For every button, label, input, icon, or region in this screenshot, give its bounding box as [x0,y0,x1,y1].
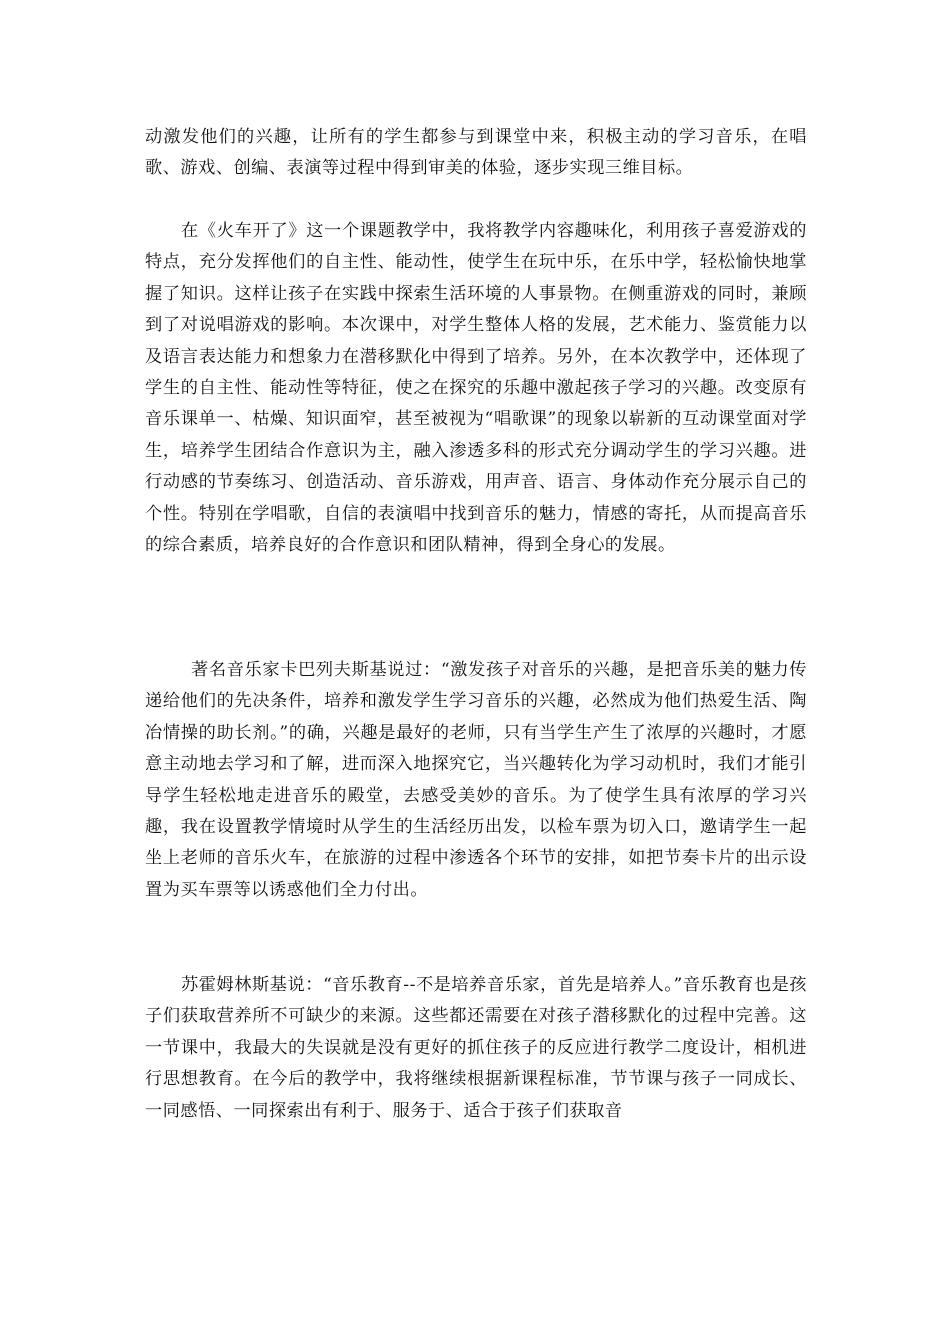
paragraph-3: 著名音乐家卡巴列夫斯基说过：“激发孩子对音乐的兴趣，是把音乐美的魅力传递给他们的先决条件，培养和激发学生学习音乐的兴趣，必然成为他们热爱生活、陶冶情操的助长剂。”的确，兴趣是最好的老师，只有当学生产生了浓厚的兴趣时，才愿意主动地去学习和了解，进而深入地探究它，当兴趣转化为学习动机时，我们才能引导学生轻松地走进音乐的殿堂，去感受美妙的音乐。为了使学生具有浓厚的学习兴趣，我在设置教学情境时从学生的生活经历出发，以检车票为切入口，邀请学生一起坐上老师的音乐火车，在旅游的过程中渗透各个环节的安排，如把节奏卡片的出示设置为买车票等以诱惑他们全力付出。 [145,660,807,900]
paragraph-4: 苏霍姆林斯基说：“音乐教育--不是培养音乐家，首先是培养人。”音乐教育也是孩子们获取营养所不可缺少的来源。这些都还需要在对孩子潜移默化的过程中完善。这一节课中，我最大的失误就是没有更好的抓住孩子的反应进行教学二度设计，相机进行思想教育。在今后的教学中，我将继续根据新课程标准，节节课与孩子一同成长、一同感悟、一同探索出有利于、服务于、适合于孩子们获取音 [145,975,807,1121]
paragraph-2: 在《火车开了》这一个课题教学中，我将教学内容趣味化，利用孩子喜爱游戏的特点，充分发挥他们的自主性、能动性，使学生在玩中乐，在乐中学，轻松愉快地掌握了知识。这样让孩子在实践中探索生活环境的人事景物。在侧重游戏的同时，兼顾到了对说唱游戏的影响。本次课中，对学生整体人格的发展，艺术能力、鉴赏能力以及语言表达能力和想象力在潜移默化中得到了培养。另外，在本次教学中，还体现了学生的自主性、能动性等特征，使之在探究的乐趣中激起孩子学习的兴趣。改变原有音乐课单一、枯燥、知识面窄，甚至被视为“唱歌课”的现象以崭新的互动课堂面对学生，培养学生团结合作意识为主，融入渗透多科的形式充分调动学生的学习兴趣。进行动感的节奏练习、创造活动、音乐游戏，用声音、语言、身体动作充分展示自己的个性。特别在学唱歌，自信的表演唱中找到音乐的魅力，情感的寄托，从而提高音乐的综合素质，培养良好的合作意识和团队精神，得到全身心的发展。 [145,221,807,556]
paragraph-1: 动激发他们的兴趣，让所有的学生都参与到课堂中来，积极主动的学习音乐，在唱歌、游戏、创编、表演等过程中得到审美的体验，逐步实现三维目标。 [145,127,807,179]
